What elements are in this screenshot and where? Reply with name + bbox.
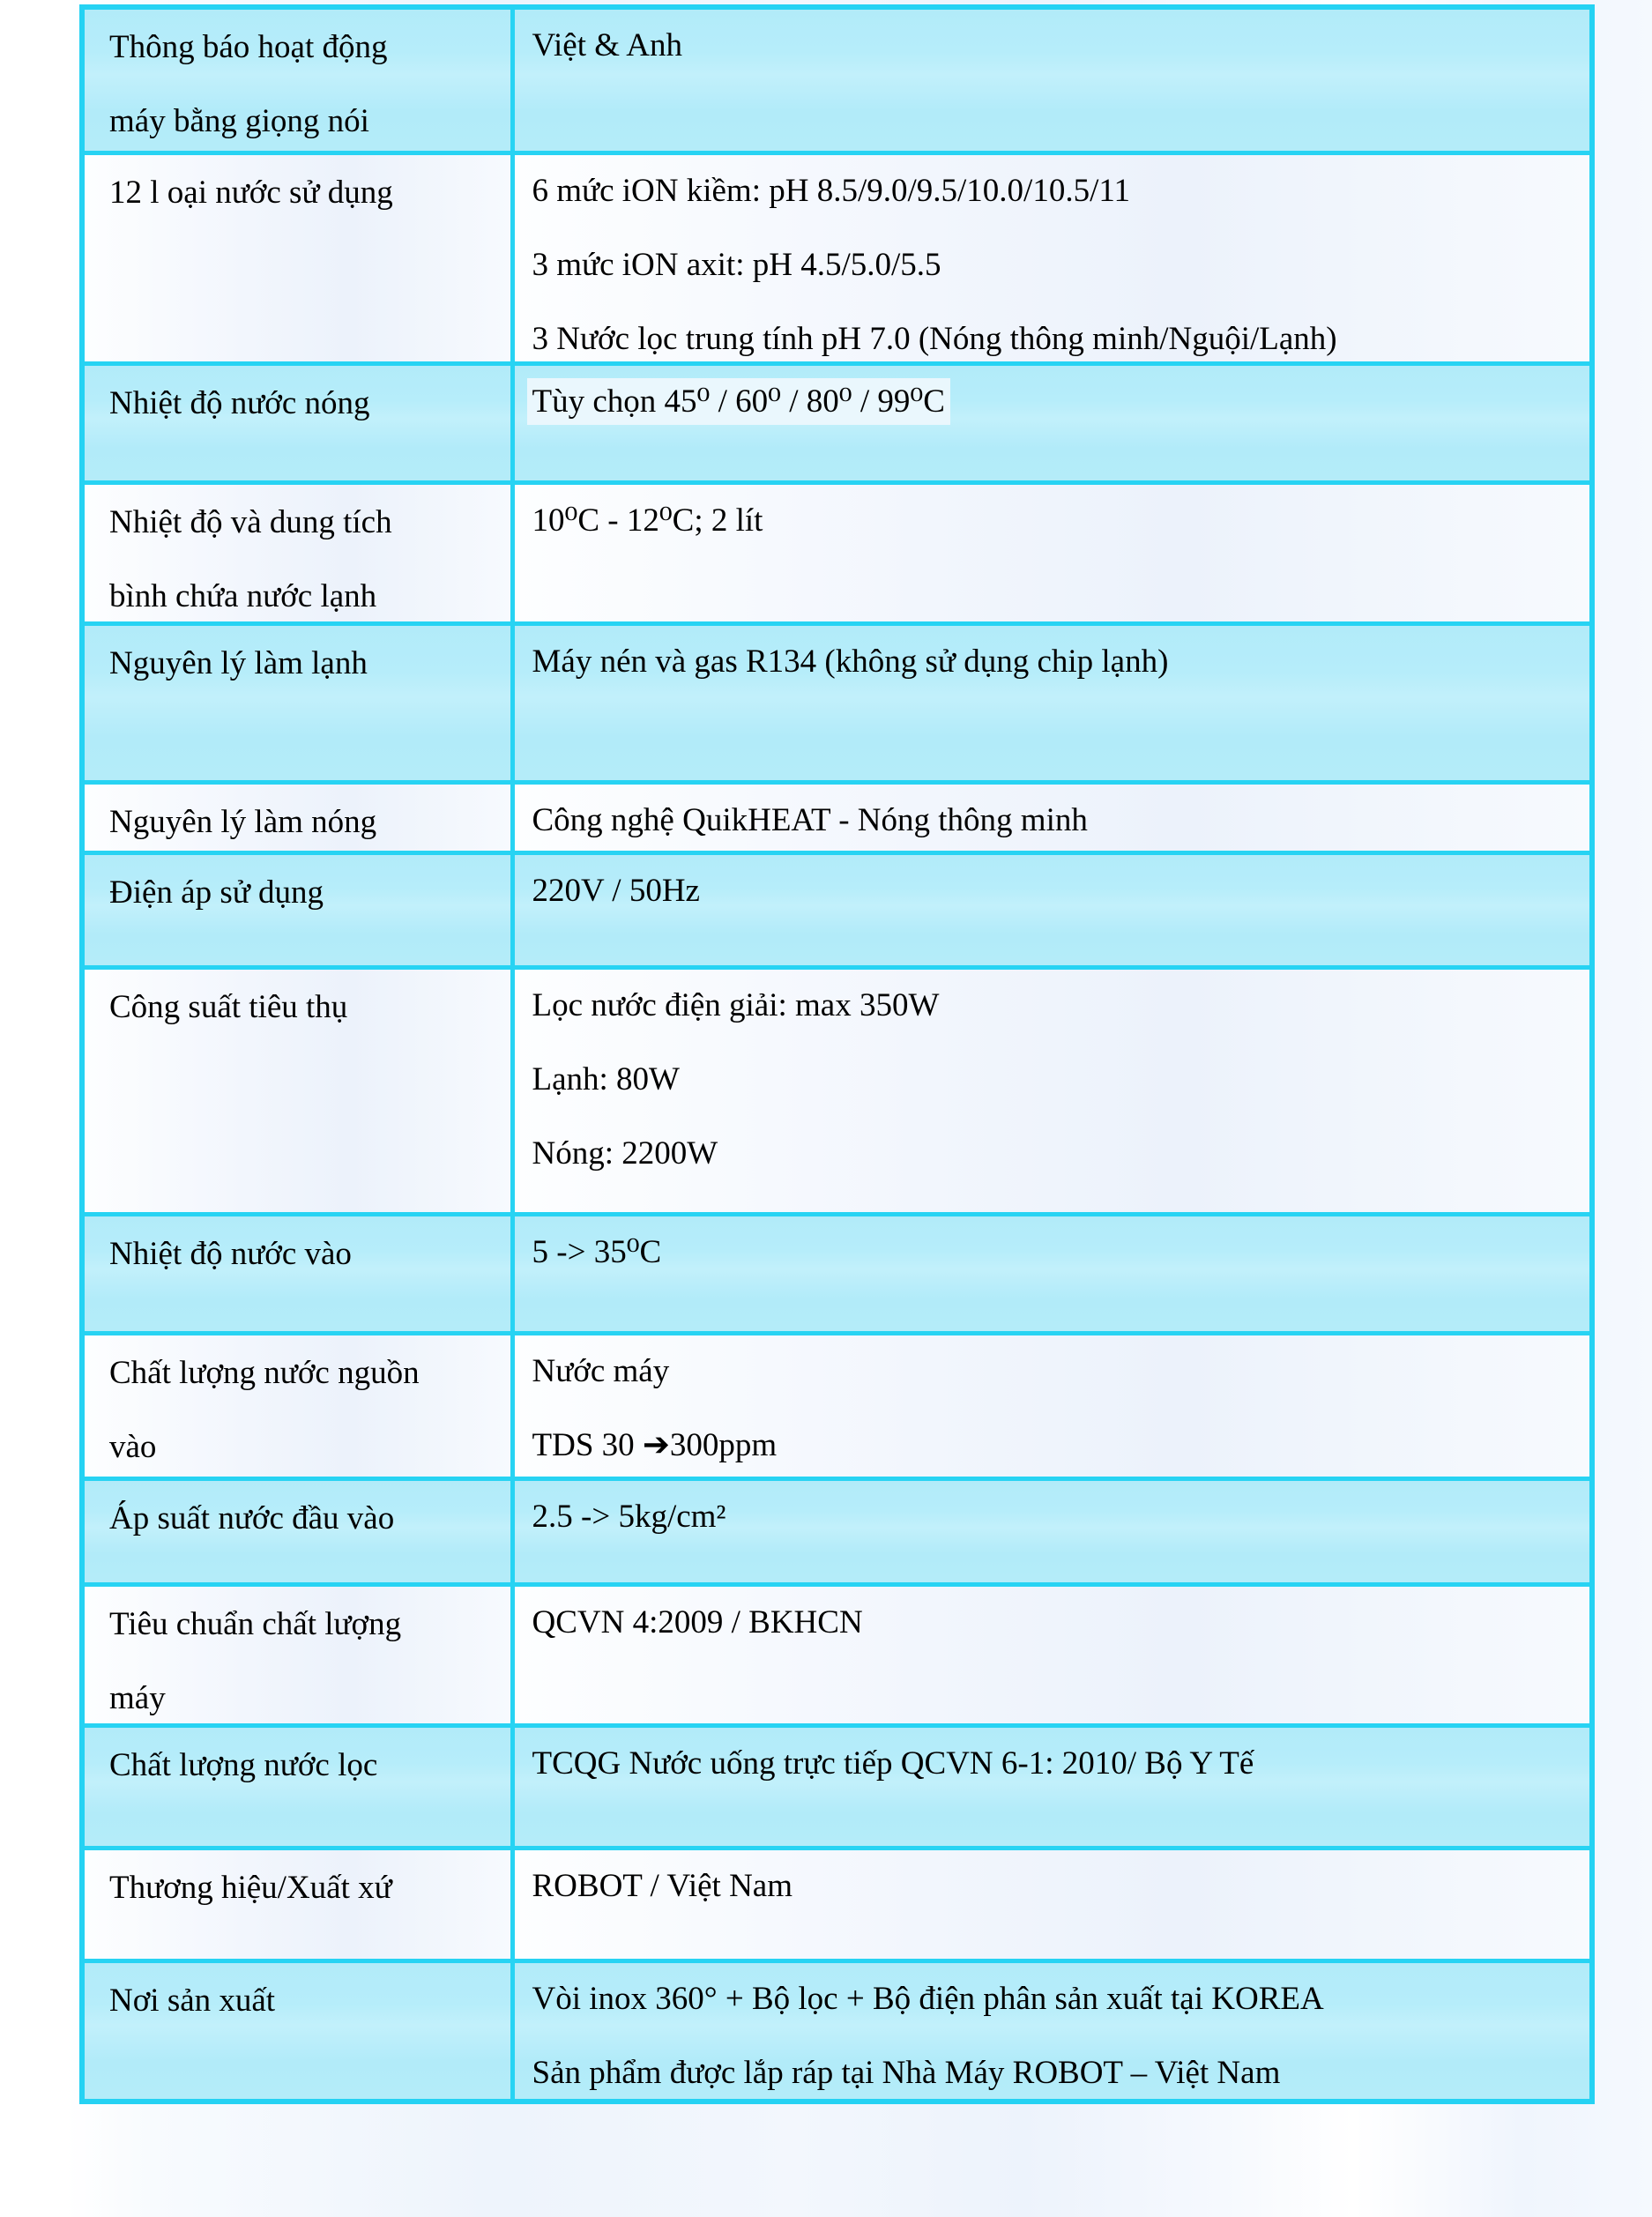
spec-label-line: Tiêu chuẩn chất lượng [109, 1605, 402, 1642]
spec-value-cell [512, 623, 1592, 782]
value-text: Nước máy [532, 1352, 670, 1389]
spec-value-cell [512, 1333, 1592, 1478]
spec-value-line [532, 984, 1574, 1028]
spec-value-line [532, 499, 1574, 543]
spec-label-cell [82, 153, 512, 363]
spec-label-cell [82, 1478, 512, 1584]
spec-table-body [82, 7, 1592, 2102]
spec-value-line [532, 1742, 1574, 1786]
spec-label-line: Nhiệt độ nước nóng [109, 384, 370, 421]
spec-value-cell [512, 1584, 1592, 1725]
table-row [82, 1478, 1592, 1584]
spec-value-line [532, 380, 1574, 424]
table-row [82, 1214, 1592, 1333]
spec-value-line [532, 1350, 1574, 1394]
spec-label-cell [82, 1848, 512, 1960]
spec-value-cell [512, 852, 1592, 967]
spec-label-line: Nguyên lý làm lạnh [109, 644, 368, 681]
spec-value-cell [512, 967, 1592, 1214]
spec-label-cell [82, 1333, 512, 1478]
table-row [82, 1848, 1592, 1960]
value-text: TDS 30 ➔300ppm [532, 1426, 778, 1463]
spec-value-line [532, 317, 1574, 361]
spec-label-line: Thông báo hoạt động [109, 29, 388, 65]
table-row [82, 363, 1592, 482]
spec-value-line [532, 1231, 1574, 1275]
spec-label-cell [82, 1725, 512, 1848]
table-row [82, 1333, 1592, 1478]
table-row [82, 1584, 1592, 1725]
value-text: 220V / 50Hz [532, 872, 700, 909]
spec-value-cell [512, 153, 1592, 363]
table-row [82, 7, 1592, 153]
spec-value-cell [512, 482, 1592, 623]
spec-table [79, 4, 1595, 2104]
value-text: 2.5 -> 5kg/cm² [532, 1498, 726, 1535]
spec-value-line [532, 1601, 1574, 1645]
spec-label-cell [82, 1584, 512, 1725]
value-text: Lạnh: 80W [532, 1060, 680, 1097]
value-text: 5 -> 35⁰C [532, 1233, 662, 1270]
highlighted-value-text: Tùy chọn 45⁰ / 60⁰ / 80⁰ / 99⁰C [532, 383, 945, 420]
value-text: Lọc nước điện giải: max 350W [532, 986, 940, 1023]
spec-value-line [532, 243, 1574, 287]
value-text: Sản phẩm được lắp ráp tại Nhà Máy ROBOT – Việt Nam [532, 2054, 1281, 2091]
spec-label-cell [82, 967, 512, 1214]
spec-label-line: Nơi sản xuất [109, 1982, 276, 2019]
spec-label-line: Chất lượng nước nguồn [109, 1354, 420, 1391]
spec-value-cell [512, 1960, 1592, 2102]
spec-label-line: Nguyên lý làm nóng [109, 803, 377, 840]
spec-value-cell [512, 1478, 1592, 1584]
table-row [82, 1960, 1592, 2102]
spec-label-cell [82, 363, 512, 482]
spec-value-line [532, 1864, 1574, 1908]
value-text: Vòi inox 360° + Bộ lọc + Bộ điện phân sản xuất tại KOREA [532, 1980, 1324, 2017]
spec-label-cell [82, 1214, 512, 1333]
spec-value-line [532, 640, 1574, 684]
value-text: Máy nén và gas R134 (không sử dụng chip lạnh) [532, 643, 1169, 680]
spec-value-cell [512, 1725, 1592, 1848]
spec-value-cell [512, 782, 1592, 852]
spec-label-line: vào [109, 1428, 157, 1465]
value-text: 10⁰C - 12⁰C; 2 lít [532, 502, 763, 539]
spec-label-cell [82, 852, 512, 967]
spec-label-line: 12 l oại nước sử dụng [109, 174, 393, 211]
spec-label-line: máy [109, 1679, 166, 1716]
spec-value-cell [512, 363, 1592, 482]
spec-value-line [532, 24, 1574, 68]
spec-label-cell [82, 782, 512, 852]
value-text: 3 mức iON axit: pH 4.5/5.0/5.5 [532, 246, 941, 283]
spec-value-line [532, 2051, 1574, 2095]
value-text: Công nghệ QuikHEAT - Nóng thông minh [532, 801, 1088, 838]
value-text: TCQG Nước uống trực tiếp QCVN 6-1: 2010/ Bộ Y Tế [532, 1745, 1254, 1782]
spec-label-line: Công suất tiêu thụ [109, 988, 348, 1025]
spec-value-line [532, 1424, 1574, 1468]
table-row [82, 153, 1592, 363]
spec-label-line: Áp suất nước đầu vào [109, 1499, 395, 1536]
spec-label-line: Nhiệt độ và dung tích [109, 503, 392, 540]
spec-label-line: Thương hiệu/Xuất xứ [109, 1869, 392, 1906]
spec-value-line [532, 1977, 1574, 2021]
spec-value-line [532, 1495, 1574, 1539]
spec-label-cell [82, 482, 512, 623]
spec-label-cell [82, 623, 512, 782]
spec-value-line [532, 169, 1574, 213]
table-row [82, 852, 1592, 967]
value-text: 3 Nước lọc trung tính pH 7.0 (Nóng thông minh/Nguội/Lạnh) [532, 320, 1337, 357]
value-text: QCVN 4:2009 / BKHCN [532, 1603, 863, 1640]
spec-label-line: Điện áp sử dụng [109, 874, 324, 911]
table-row [82, 782, 1592, 852]
value-text: Nóng: 2200W [532, 1135, 718, 1172]
value-text: Việt & Anh [532, 27, 682, 63]
table-row [82, 967, 1592, 1214]
spec-value-cell [512, 7, 1592, 153]
spec-label-line: bình chứa nước lạnh [109, 577, 377, 614]
value-text: ROBOT / Việt Nam [532, 1867, 793, 1904]
spec-label-line: Chất lượng nước lọc [109, 1746, 378, 1783]
spec-label-cell [82, 7, 512, 153]
spec-value-cell [512, 1848, 1592, 1960]
spec-value-line [532, 1132, 1574, 1176]
spec-label-line: Nhiệt độ nước vào [109, 1235, 352, 1272]
spec-label-line: máy bằng giọng nói [109, 103, 369, 139]
spec-value-line [532, 869, 1574, 913]
table-row [82, 482, 1592, 623]
spec-value-line [532, 1058, 1574, 1102]
table-row [82, 1725, 1592, 1848]
spec-value-cell [512, 1214, 1592, 1333]
spec-value-line [532, 799, 1574, 843]
table-row [82, 623, 1592, 782]
value-text: 6 mức iON kiềm: pH 8.5/9.0/9.5/10.0/10.5/11 [532, 172, 1130, 209]
spec-label-cell [82, 1960, 512, 2102]
